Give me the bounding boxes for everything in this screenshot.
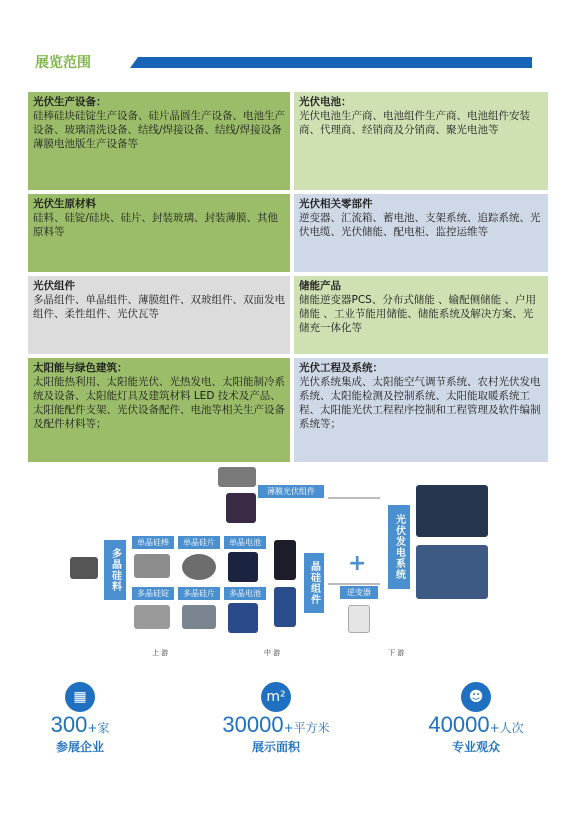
category-text: 硅棒硅块硅锭生产设备、硅片晶圆生产设备、电池生产设备、玻璃清洗设备、结线/焊接设备、结线/焊接设备薄膜电池版生产设备等 [33,110,285,150]
category-title: 光伏相关零部件 [299,198,373,210]
category-text: 光伏系统集成、太阳能空气调节系统、农村光伏发电系统、太阳能检测及控制系统、太阳能取暖系统工程、太阳能光伏工程程序控制和工程管理及软件编制系统等； [299,376,541,430]
category-cell [294,358,548,462]
stat-number: 300 [50,712,88,737]
category-title: 光伏生原材料 [33,198,96,210]
building-icon: ▦ [65,682,95,712]
stat-label: 专业观众 [451,740,500,754]
inverter-label: 逆变器 [340,586,378,599]
category-cell [28,276,290,354]
category-cell [28,194,290,272]
section-title: 展览范围 [35,55,91,71]
crystalline-module-box: 晶硅组件 [304,553,324,613]
flow-line [328,583,380,585]
flow-line [328,497,380,499]
pv-farm-image [416,485,488,537]
multi-module-image [274,587,296,627]
pv-roof-image [416,545,488,599]
stat-unit: +人次 [489,721,524,735]
category-title: 光伏组件 [33,280,75,292]
category-title: 光伏工程及系统： [299,362,383,374]
category-text: 储能逆变器PCS、分布式储能 、输配侧储能 、户用储能 、工业节能用储能、储能系统及解决方案、光储充一体化等 [299,294,537,334]
mono-wafer-label: 单晶硅片 [178,536,220,549]
silicon-raw-image [70,557,98,579]
category-text: 逆变器、汇流箱、蓄电池、支架系统、追踪系统、光伏电缆、光伏储能、配电柜、监控运维等 [299,212,541,238]
multi-ingot-label: 多晶硅锭 [132,587,174,600]
thin-film-machine-image [218,467,256,487]
multi-cell-image [228,603,258,633]
category-cell [294,194,548,272]
plus-icon: + [348,551,367,576]
stat-exhibitors [0,682,160,755]
category-cell [294,276,548,354]
stat-number: 40000 [428,712,490,737]
stat-label: 参展企业 [55,740,104,754]
category-title: 光伏电池： [299,96,352,108]
stat-unit: +平方米 [283,721,330,735]
mono-ingot-image [134,554,170,578]
mono-cell-image [228,552,258,582]
supply-chain-diagram [70,465,540,665]
category-cell [294,92,548,190]
stat-label: 展示面积 [251,740,300,754]
multi-ingot-image [134,605,170,629]
stat-visitors [396,682,556,755]
category-text: 硅料、硅锭/硅块、硅片、封装玻璃、封装薄膜、其他原料等 [33,212,279,238]
stat-number: 30000 [222,712,284,737]
category-text: 太阳能热利用、太阳能光伏、光热发电、太阳能制冷系统及设备、太阳能灯具及建筑材料 LED 技术及产品、太阳能配件支架、光伏设备配件、电池等相关生产设备及配件材料等； [33,376,285,430]
stat-unit: +家 [87,721,110,735]
downstream-label: 下 游 [388,649,405,657]
area-icon: m² [261,682,291,712]
stat-area [196,682,356,755]
category-cell [28,92,290,190]
midstream-label: 中 游 [264,649,281,657]
category-title: 太阳能与绿色建筑： [33,362,128,374]
category-title: 光伏生产设备： [33,96,107,108]
multi-wafer-image [182,605,216,629]
mono-cell-label: 单晶电池 [224,536,266,549]
pv-system-box: 光伏发电系统 [388,505,410,589]
inverter-image [348,605,370,633]
mono-module-image [274,540,296,580]
category-title: 储能产品 [299,280,341,292]
mono-ingot-label: 单晶硅棒 [132,536,174,549]
people-icon: ☻ [461,682,491,712]
category-text: 多晶组件、单晶组件、薄膜组件、双玻组件、双面发电组件、柔性组件、光伏瓦等 [33,294,285,320]
thin-film-label: 薄膜光伏组件 [258,485,324,498]
mono-wafer-image [182,554,216,580]
title-bar [130,57,532,68]
category-text: 光伏电池生产商、电池组件生产商、电池组件安装商、代理商、经销商及分销商、聚光电池等 [299,110,530,136]
upstream-label: 上 游 [152,649,169,657]
polysilicon-box: 多晶硅料 [104,540,126,600]
multi-cell-label: 多晶电池 [224,587,266,600]
multi-wafer-label: 多晶硅片 [178,587,220,600]
category-cell [28,358,290,462]
thin-film-panel-image [226,493,256,523]
